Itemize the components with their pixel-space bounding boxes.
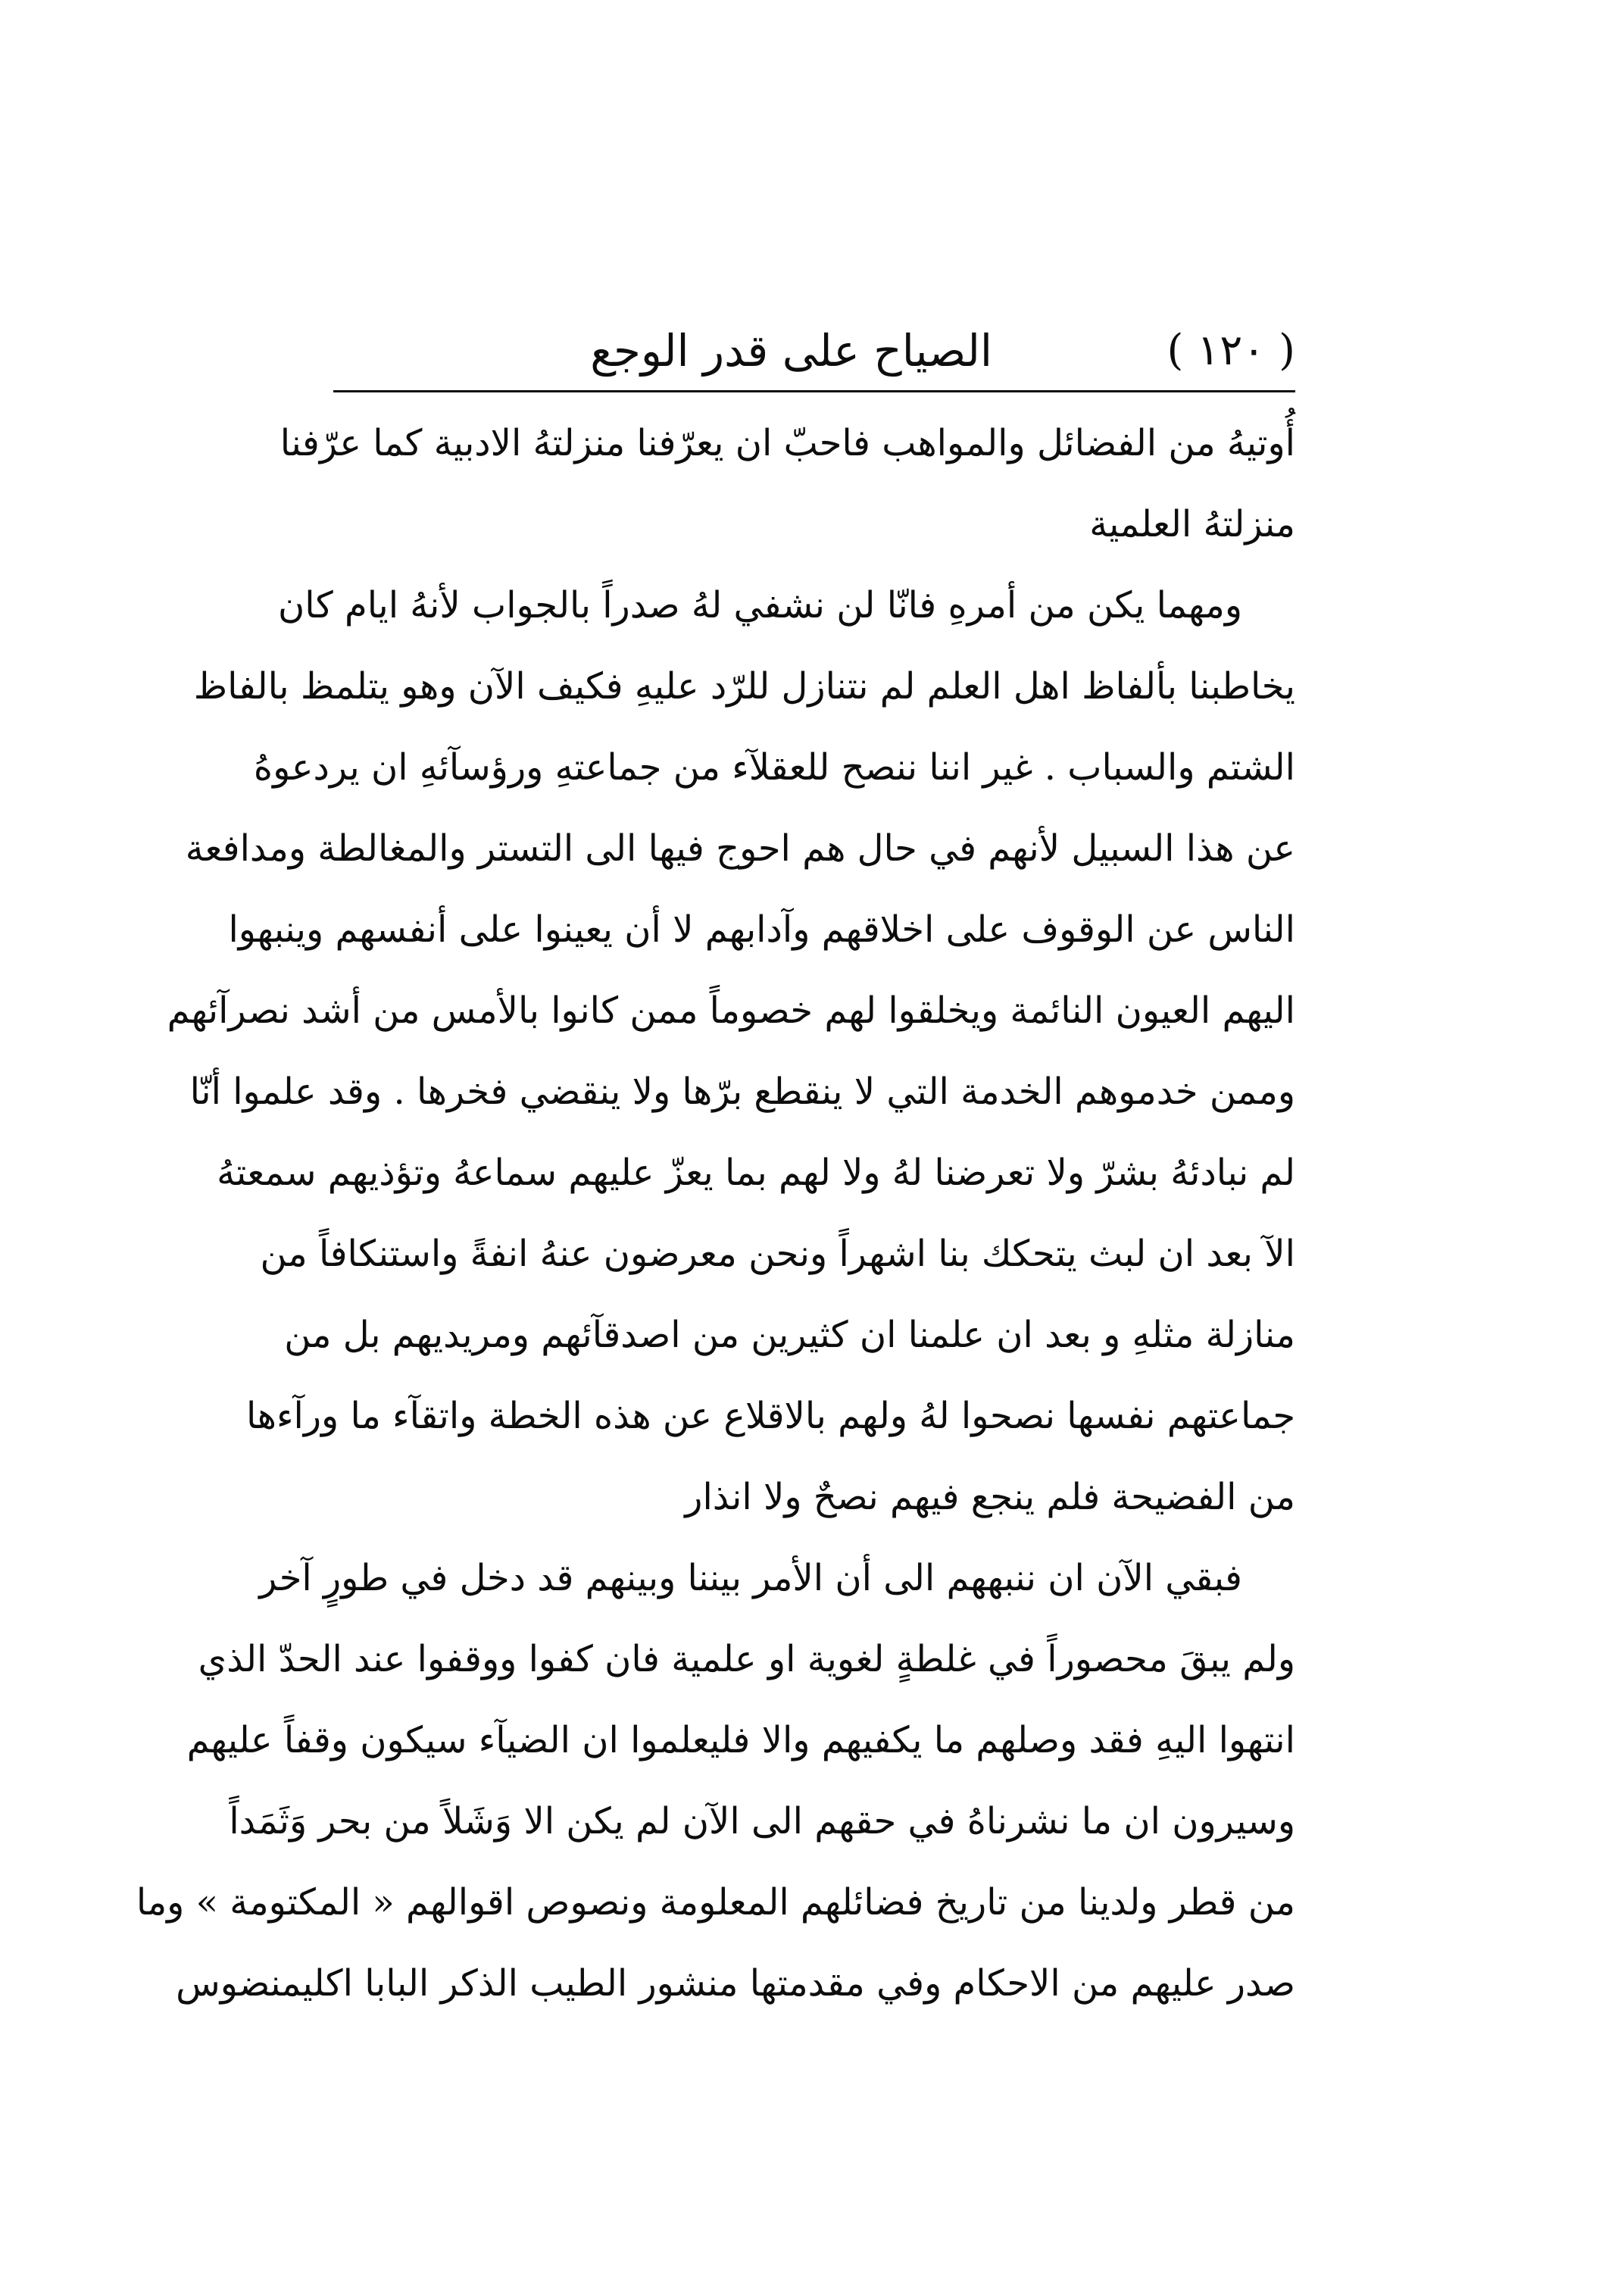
text-line: منازلة مثلهِ و بعد ان علمنا ان كثيرين من اصدقآئهم ومريديهم بل من (284, 1314, 1295, 1356)
text-line: الناس عن الوقوف على اخلاقهم وآدابهم لا أن يعينوا على أنفسهم وينبهوا (228, 908, 1295, 951)
header-rule (333, 390, 1295, 392)
text-line: فبقي الآن ان ننبههم الى أن الأمر بيننا وبينهم قد دخل في طورٍ آخر (259, 1557, 1242, 1599)
text-line: ولم يبقَ محصوراً في غلطةٍ لغوية او علمية فان كفوا ووقفوا عند الحدّ الذي (198, 1638, 1295, 1680)
text-line: ومهما يكن من أمرهِ فانّا لن نشفي لهُ صدراً بالجواب لأنهُ ايام كان (278, 584, 1242, 627)
text-line: اليهم العيون النائمة ويخلقوا لهم خصوماً ممن كانوا بالأمس من أشد نصرآئهم (167, 989, 1295, 1032)
text-line: انتهوا اليهِ فقد وصلهم ما يكفيهم والا فليعلموا ان الضيآء سيكون وقفاً عليهم (186, 1719, 1295, 1761)
text-line: جماعتهم نفسها نصحوا لهُ ولهم بالاقلاع عن هذه الخطة واتقآء ما ورآءها (246, 1395, 1295, 1437)
text-line: لم نبادئهُ بشرّ ولا تعرضنا لهُ ولا لهم بما يعزّ عليهم سماعهُ وتؤذيهم سمعتهُ (217, 1152, 1295, 1194)
page-number: ( ١٢٠ ) (1166, 326, 1295, 375)
text-line: من الفضيحة فلم ينجع فيهم نصحٌ ولا انذار (685, 1476, 1295, 1518)
page-header (333, 317, 1295, 385)
running-title: الصياح على قدر الوجع (590, 325, 992, 377)
text-line: من قطر ولدينا من تاريخ فضائلهم المعلومة ونصوص اقوالهم « المكتومة » وما (136, 1881, 1295, 1924)
text-line: وممن خدموهم الخدمة التي لا ينقطع برّها ولا ينقضي فخرها . وقد علموا أنّا (189, 1070, 1295, 1113)
text-line: الشتم والسباب . غير اننا ننصح للعقلآء من جماعتهِ ورؤسآئهِ ان يردعوهُ (253, 746, 1295, 789)
text-line: وسيرون ان ما نشرناهُ في حقهم الى الآن لم يكن الا وَشَلاً من بحر وَثَمَداً (229, 1800, 1295, 1842)
text-line: يخاطبنا بألفاظ اهل العلم لم نتنازل للرّد عليهِ فكيف الآن وهو يتلمظ بالفاظ (193, 665, 1295, 708)
text-line: أُوتيهُ من الفضائل والمواهب فاحبّ ان يعرّفنا منزلتهُ الادبية كما عرّفنا (280, 422, 1295, 464)
text-line: صدر عليهم من الاحكام وفي مقدمتها منشور الطيب الذكر البابا اكليمنضوس (176, 1962, 1295, 2005)
text-line: منزلتهُ العلمية (1089, 503, 1295, 545)
text-line: عن هذا السبيل لأنهم في حال هم احوج فيها الى التستر والمغالطة ومدافعة (185, 827, 1295, 870)
body-text (136, 403, 1295, 2024)
text-line: الآ بعد ان لبث يتحكك بنا اشهراً ونحن معرضون عنهُ انفةً واستنكافاً من (260, 1233, 1295, 1275)
